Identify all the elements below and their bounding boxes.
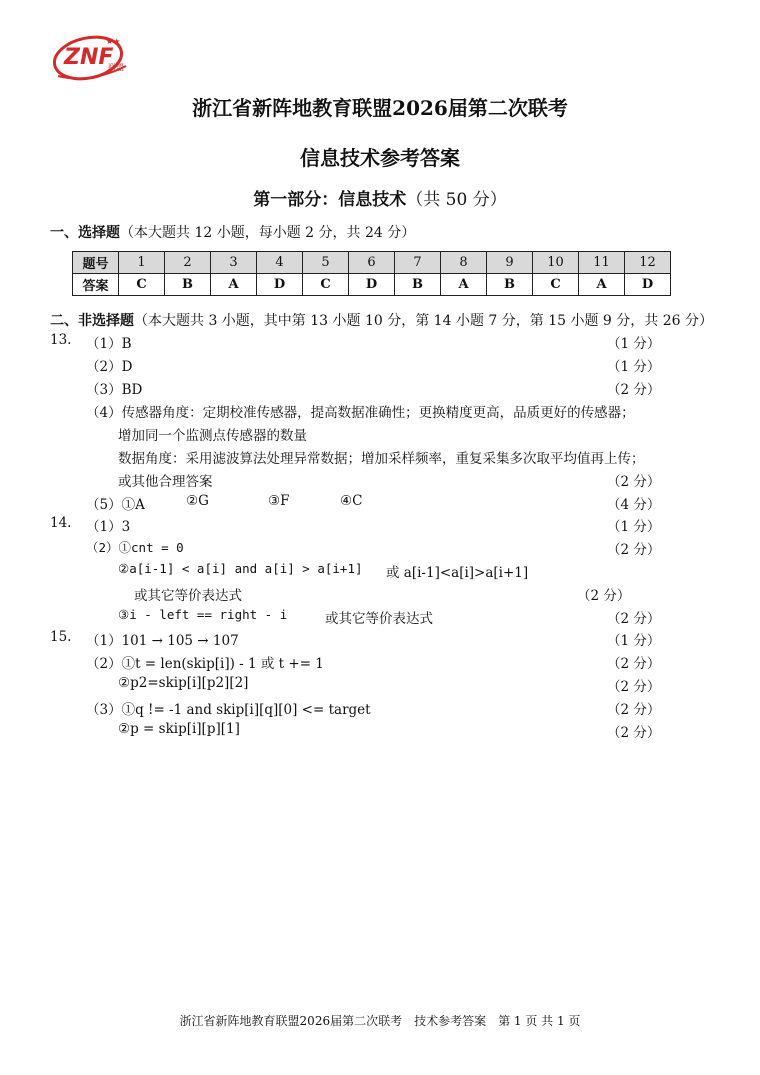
alliance-logo xyxy=(50,28,132,84)
q15-answer-5: ②p = skip[i][p][1] xyxy=(118,721,240,737)
answer-title: 信息技术参考答案 xyxy=(300,146,460,170)
q13-answer-4a: （4）传感器角度：定期校准传感器，提高数据准确性；更换精度更高，品质更好的传感器； xyxy=(86,405,635,421)
q14-number: 14. xyxy=(50,515,72,531)
q13-answer-5a: （5）①A xyxy=(86,497,145,513)
question-number: 6 xyxy=(349,252,395,274)
answer-label: 答案 xyxy=(73,274,119,296)
q13-answer-3: （3）BD xyxy=(86,382,143,398)
answer-cell: A xyxy=(441,274,487,296)
answer-cell: D xyxy=(349,274,395,296)
answer-cell: C xyxy=(303,274,349,296)
answer-cell: C xyxy=(533,274,579,296)
part-title: 第一部分：信息技术（共 50 分） xyxy=(253,190,507,210)
question-number: 10 xyxy=(533,252,579,274)
q13-answer-1: （1）B xyxy=(86,336,132,352)
answer-cell: C xyxy=(119,274,165,296)
q15-points-3: （2 分） xyxy=(607,679,661,695)
question-number: 2 xyxy=(165,252,211,274)
question-number: 12 xyxy=(625,252,671,274)
section1-heading: 一、选择题（本大题共 12 小题，每小题 2 分，共 24 分） xyxy=(50,225,416,241)
q13-answer-4d: 或其他合理答案 xyxy=(118,474,213,490)
q14-answer-1: （1）3 xyxy=(86,519,131,535)
q14-points-3: （2 分） xyxy=(577,588,631,604)
q13-points-5: （4 分） xyxy=(607,497,661,513)
svg-text:联盟: 联盟 xyxy=(108,63,124,72)
question-number: 4 xyxy=(257,252,303,274)
q15-answer-4: （3）①q != -1 and skip[i][q][0] <= target xyxy=(86,702,371,718)
q13-number: 13. xyxy=(50,332,72,348)
q14-answer-4b: 或其它等价表达式 xyxy=(325,611,433,627)
q13-points-4: （2 分） xyxy=(607,474,661,490)
q13-answer-5c: ③F xyxy=(268,493,290,509)
q15-answer-2: （2）①t = len(skip[i]) - 1 或 t += 1 xyxy=(86,656,324,672)
q14-answer-2: （2）①cnt = 0 xyxy=(86,540,184,555)
page-footer: 浙江省新阵地教育联盟2026届第二次联考 技术参考答案 第 1 页 共 1 页 xyxy=(179,1014,581,1028)
answer-cell: D xyxy=(625,274,671,296)
question-number: 11 xyxy=(579,252,625,274)
answer-cell: D xyxy=(257,274,303,296)
q13-answer-5b: ②G xyxy=(186,493,209,509)
q15-answer-1: （1）101 → 105 → 107 xyxy=(86,633,239,649)
answer-cell: B xyxy=(487,274,533,296)
q13-points-2: （1 分） xyxy=(607,359,661,375)
q14-answer-4a: ③i - left == right - i xyxy=(118,607,288,622)
question-number: 8 xyxy=(441,252,487,274)
q15-points-5: （2 分） xyxy=(607,725,661,741)
exam-title: 浙江省新阵地教育联盟2026届第二次联考 xyxy=(192,96,568,120)
table-row xyxy=(73,274,671,296)
q14-points-2: （2 分） xyxy=(607,542,661,558)
answer-cell: B xyxy=(165,274,211,296)
svg-text:ZNF: ZNF xyxy=(64,45,114,70)
answer-cell: B xyxy=(395,274,441,296)
svg-text:★★: ★★ xyxy=(106,37,121,46)
section2-heading: 二、非选择题（本大题共 3 小题，其中第 13 小题 10 分，第 14 小题 7 分，第 15 小题 9 分，共 26 分） xyxy=(50,313,713,329)
q14-points-4: （2 分） xyxy=(607,611,661,627)
q15-answer-3: ②p2=skip[i][p2][2] xyxy=(118,675,249,691)
answer-cell: A xyxy=(211,274,257,296)
question-number: 5 xyxy=(303,252,349,274)
q13-points-1: （1 分） xyxy=(607,336,661,352)
question-number: 7 xyxy=(395,252,441,274)
answer-cell: A xyxy=(579,274,625,296)
answer-table xyxy=(72,251,671,296)
table-row xyxy=(73,252,671,274)
q15-points-1: （1 分） xyxy=(607,633,661,649)
question-number: 9 xyxy=(487,252,533,274)
q13-answer-4b: 增加同一个监测点传感器的数量 xyxy=(118,428,307,444)
question-number-label: 题号 xyxy=(73,252,119,274)
q15-points-4: （2 分） xyxy=(607,702,661,718)
q14-answer-3a: ②a[i-1] < a[i] and a[i] > a[i+1] xyxy=(118,561,363,576)
q14-points-1: （1 分） xyxy=(607,519,661,535)
q13-answer-5d: ④C xyxy=(340,493,363,509)
q14-answer-3c: 或其它等价表达式 xyxy=(134,588,242,604)
q14-answer-3b: 或 a[i-1]<a[i]>a[i+1] xyxy=(386,565,529,581)
q15-points-2: （2 分） xyxy=(607,656,661,672)
question-number: 3 xyxy=(211,252,257,274)
q13-points-3: （2 分） xyxy=(607,382,661,398)
question-number: 1 xyxy=(119,252,165,274)
q13-answer-4c: 数据角度：采用滤波算法处理异常数据；增加采样频率，重复采集多次取平均值再上传； xyxy=(118,451,645,467)
q15-number: 15. xyxy=(50,629,72,645)
q13-answer-2: （2）D xyxy=(86,359,133,375)
